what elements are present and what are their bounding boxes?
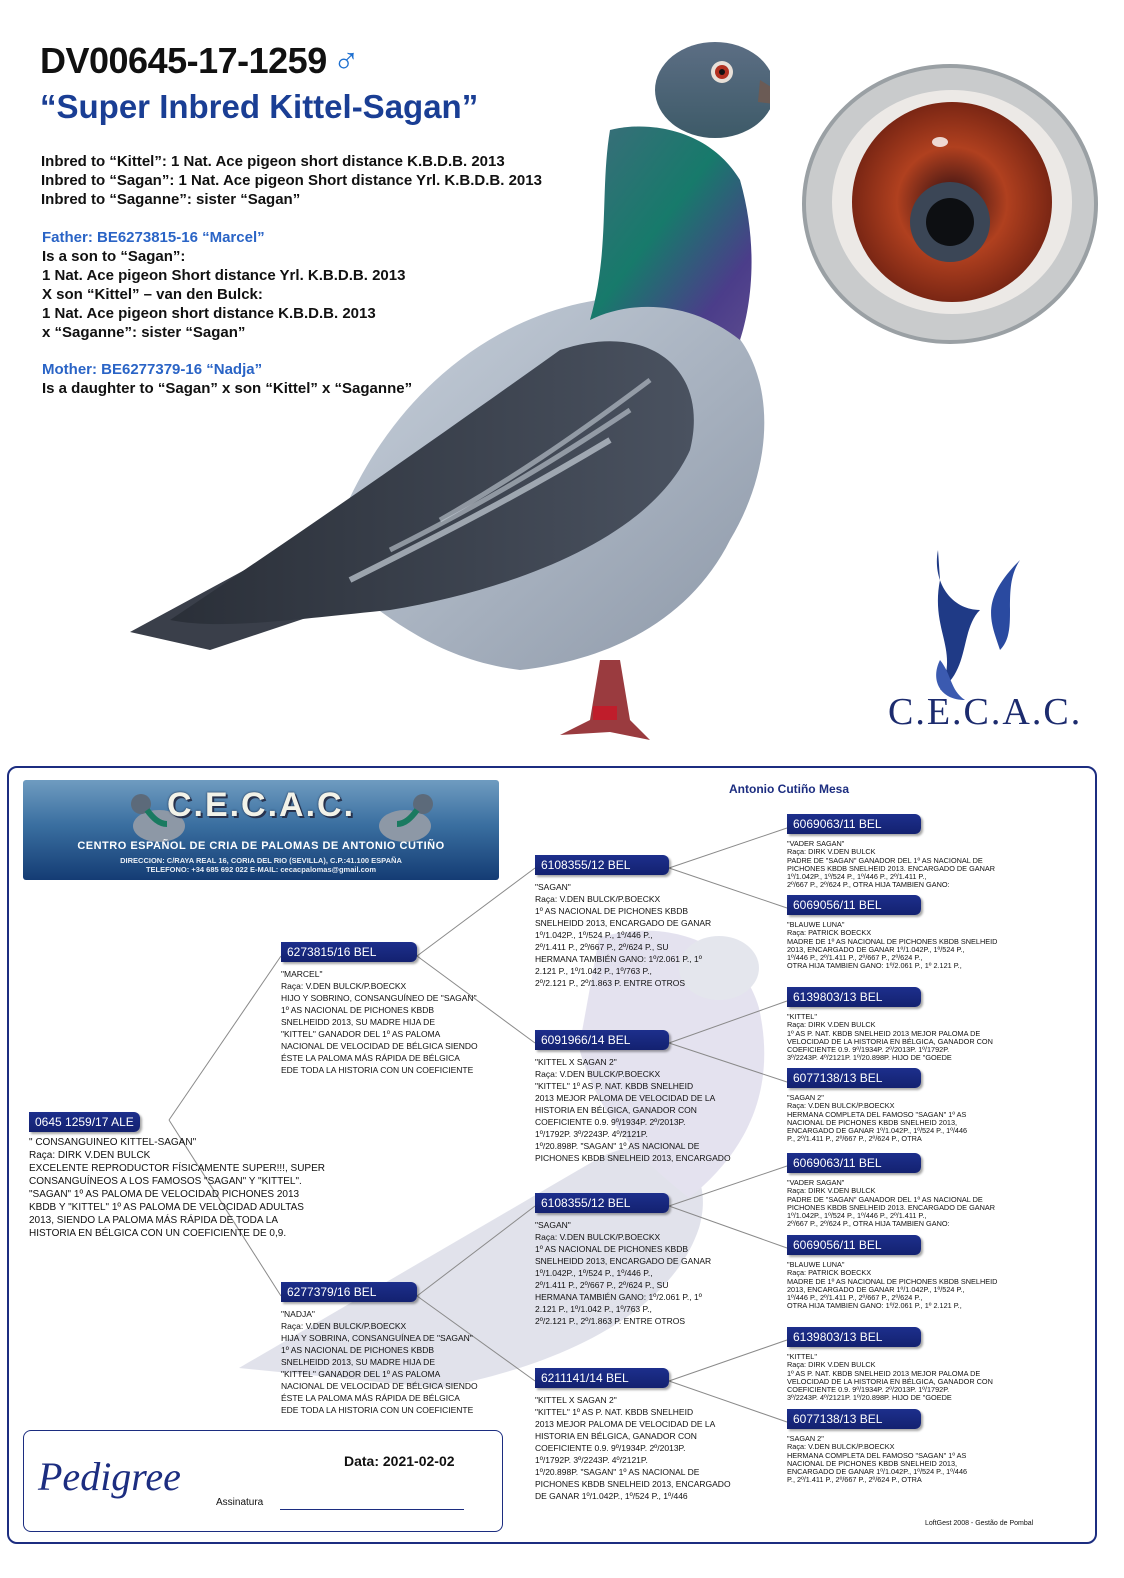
desc-line: COEFICIENTE 0.9. 9º/1934P. 2º/2013P. <box>535 1443 686 1453</box>
desc-line: NACIONAL DE VELOCIDAD DE BÉLGICA SIENDO <box>281 1041 478 1051</box>
father-ring[interactable]: 6273815/16 BEL <box>281 942 417 962</box>
desc-line: 2º/2.121 P., 2º/1.863 P. ENTRE OTROS <box>535 1316 685 1326</box>
desc-line: Raça: V.DEN BULCK/P.BOECKX <box>281 981 407 991</box>
desc-line: ENCARGADO DE GANAR 1º/1.042P., 1º/524 P., 1º/446 <box>787 1467 968 1477</box>
ring-number: DV00645-17-1259 <box>40 40 327 81</box>
desc-line: Raça: PATRICK BOECKX <box>787 928 872 938</box>
desc-line: "SAGAN" <box>535 1220 571 1230</box>
desc-line: 2.121 P., 1º/1.042 P., 1º/763 P., <box>535 966 652 976</box>
desc-line: OTRA HIJA TAMBIEN GANO: 1º/2.061 P., 1º 2.121 P., <box>787 961 962 971</box>
desc-line: HERMANA COMPLETA DEL FAMOSO "SAGAN" 1º AS <box>787 1450 967 1460</box>
desc-line: EDE TODA LA HISTORIA CON UN COEFICIENTE <box>281 1065 474 1075</box>
desc-line: "BLAUWE LUNA" <box>787 1260 845 1269</box>
pedigree-sheet <box>7 766 1097 1544</box>
desc-line: 1º/20.898P. "SAGAN" 1º AS NACIONAL DE <box>535 1467 700 1477</box>
desc-line: Raça: DIRK V.DEN BULCK <box>787 1186 876 1196</box>
desc-line: CONSANGUÍNEOS A LOS FAMOSOS "SAGAN" Y "KITTEL". <box>29 1176 302 1187</box>
desc-line: PADRE DE "SAGAN" GANADOR DEL 1º AS NACIONAL DE <box>787 855 983 865</box>
desc-line: 1º/1792P. 3º/2243P. 4º/2121P. <box>535 1455 648 1465</box>
desc-line: "KITTEL" GANADOR DEL 1º AS PALOMA <box>281 1369 441 1379</box>
maternal-grandmother-ring[interactable]: 6211141/14 BEL <box>535 1368 669 1388</box>
father-line: 1 Nat. Ace pigeon Short distance Yrl. K.B.D.B. 2013 <box>42 267 406 284</box>
desc-line: HERMANA TAMBIÉN GANO: 1º/2.061 P., 1º <box>535 954 702 964</box>
desc-line: HERMANA TAMBIÉN GANO: 1º/2.061 P., 1º <box>535 1292 702 1302</box>
signature-line[interactable] <box>280 1509 464 1510</box>
desc-line: 2º/667 P., 2º/624 P., OTRA HIJA TAMBIEN GANO: <box>787 1219 950 1229</box>
desc-line: MADRE DE 1º AS NACIONAL DE PICHONES KBDB SNELHEID <box>787 1276 998 1286</box>
great-grandparent-ring[interactable]: 6069063/11 BEL <box>787 1153 921 1173</box>
desc-line: "SAGAN" <box>535 882 571 892</box>
desc-line: Raça: PATRICK BOECKX <box>787 1268 872 1278</box>
great-grandparent-description <box>787 1353 1087 1403</box>
desc-line: VELOCIDAD DE LA HISTORIA EN BÉLGICA, GANADOR CON <box>787 1036 993 1046</box>
desc-line: 1º AS P. NAT. KBDB SNELHEID 2013 MEJOR PALOMA DE <box>787 1368 981 1378</box>
great-grandparent-description <box>787 1179 1087 1229</box>
banner-title: C.E.C.A.C. <box>166 786 356 824</box>
great-grandparent-ring[interactable]: 6139803/13 BEL <box>787 1327 921 1347</box>
desc-line: 1º AS P. NAT. KBDB SNELHEID 2013 MEJOR PALOMA DE <box>787 1028 981 1038</box>
desc-line: Raça: V.DEN BULCK/P.BOECKX <box>787 1101 895 1111</box>
father-line: 1 Nat. Ace pigeon short distance K.B.D.B. 2013 <box>42 305 376 322</box>
desc-line: "SAGAN 2" <box>787 1093 824 1102</box>
desc-line: "VADER SAGAN" <box>787 839 845 848</box>
owner-name: Antonio Cutiño Mesa <box>729 782 849 796</box>
desc-line: Raça: DIRK V.DEN BULCK <box>787 847 876 857</box>
desc-line: 2013, ENCARGADO DE GANAR 1º/1.042P., 1º/524 P., <box>787 1284 965 1294</box>
desc-line: "SAGAN 2" <box>787 1434 824 1443</box>
desc-line: Raça: DIRK V.DEN BULCK <box>787 1360 876 1370</box>
paternal-grandfather-ring[interactable]: 6108355/12 BEL <box>535 855 669 875</box>
great-grandparent-ring[interactable]: 6139803/13 BEL <box>787 987 921 1007</box>
desc-line: HERMANA COMPLETA DEL FAMOSO "SAGAN" 1º AS <box>787 1109 967 1119</box>
desc-line: Raça: DIRK V.DEN BULCK <box>29 1150 151 1161</box>
desc-line: "KITTEL" 1º AS P. NAT. KBDB SNELHEID <box>535 1081 694 1091</box>
desc-line: " CONSANGUINEO KITTEL-SAGAN" <box>29 1137 197 1148</box>
desc-line: "MARCEL" <box>281 969 323 979</box>
desc-line: P., 2º/1.411 P., 2º/667 P., 2º/624 P., OTRA <box>787 1134 922 1144</box>
paternal-grandfather-description <box>535 881 757 989</box>
desc-line: 2013 MEJOR PALOMA DE VELOCIDAD DE LA <box>535 1093 716 1103</box>
great-grandparent-description <box>787 840 1087 890</box>
intro-line: Inbred to “Saganne”: sister “Sagan” <box>41 191 301 208</box>
maternal-grandfather-ring[interactable]: 6108355/12 BEL <box>535 1193 669 1213</box>
desc-line: 2013, ENCARGADO DE GANAR 1º/1.042P., 1º/524 P., <box>787 944 965 954</box>
top-section <box>0 0 1124 770</box>
signature-box <box>23 1430 503 1532</box>
desc-line: PICHONES KBDB SNELHEID 2013, ENCARGADO <box>535 1479 731 1489</box>
desc-line: NACIONAL DE PICHONES KBDB SNELHEID 2013, <box>787 1117 958 1127</box>
desc-line: 1º AS NACIONAL DE PICHONES KBDB <box>535 906 688 916</box>
subject-description <box>29 1136 359 1240</box>
mother-description <box>281 1308 521 1416</box>
great-grandparent-description <box>787 921 1087 971</box>
desc-line: 2013, SIENDO LA PALOMA MÁS RÁPIDA DE TODA LA <box>29 1215 278 1226</box>
desc-line: HISTORIA EN BÉLGICA, GANADOR CON <box>535 1431 697 1441</box>
pedigree-date: Data: 2021-02-02 <box>344 1453 455 1469</box>
desc-line: "KITTEL" GANADOR DEL 1º AS PALOMA <box>281 1029 441 1039</box>
desc-line: 1º/1792P. 3º/2243P. 4º/2121P. <box>535 1129 648 1139</box>
desc-line: 1º/1.042P., 1º/524 P., 1º/446 P., 2º/1.411 P., <box>787 1211 927 1221</box>
great-grandparent-ring[interactable]: 6077138/13 BEL <box>787 1068 921 1088</box>
desc-line: 1º/20.898P. "SAGAN" 1º AS NACIONAL DE <box>535 1141 700 1151</box>
desc-line: "SAGAN" 1º AS PALOMA DE VELOCIDAD PICHONES 2013 <box>29 1189 300 1200</box>
desc-line: MADRE DE 1º AS NACIONAL DE PICHONES KBDB SNELHEID <box>787 936 998 946</box>
desc-line: Raça: V.DEN BULCK/P.BOECKX <box>535 1232 661 1242</box>
desc-line: PADRE DE "SAGAN" GANADOR DEL 1º AS NACIONAL DE <box>787 1194 983 1204</box>
desc-line: OTRA HIJA TAMBIEN GANO: 1º/2.061 P., 1º 2.121 P., <box>787 1301 962 1311</box>
desc-line: 2013 MEJOR PALOMA DE VELOCIDAD DE LA <box>535 1419 716 1429</box>
signature-label: Assinatura <box>216 1497 264 1508</box>
desc-line: 1º/1.042P., 1º/524 P., 1º/446 P., 2º/1.411 P., <box>787 872 927 882</box>
desc-line: DE GANAR 1º/1.042P., 1º/524 P., 1º/446 <box>535 1491 688 1501</box>
desc-line: "KITTEL" <box>787 1352 817 1361</box>
desc-line: PICHONES KBDB SNELHEID 2013. ENCARGADO DE GANAR <box>787 863 996 873</box>
desc-line: Raça: V.DEN BULCK/P.BOECKX <box>535 1069 661 1079</box>
desc-line: HISTORIA EN BÉLGICA CON UN COEFICIENTE DE 0,9. <box>29 1228 287 1239</box>
desc-line: COEFICIENTE 0.9. 9º/1934P. 2º/2013P. <box>535 1117 686 1127</box>
great-grandparent-description <box>787 1094 1087 1144</box>
banner-contact-line: TELEFONO: +34 685 692 022 E-MAIL: cecacpalomas@gmail.com <box>145 865 377 874</box>
father-line: Is a son to “Sagan”: <box>42 248 186 265</box>
desc-line: 1º AS NACIONAL DE PICHONES KBDB <box>535 1244 688 1254</box>
desc-line: Raça: V.DEN BULCK/P.BOECKX <box>787 1442 895 1452</box>
desc-line: SNELHEIDD 2013, ENCARGADO DE GANAR <box>535 918 712 928</box>
desc-line: Raça: DIRK V.DEN BULCK <box>787 1020 876 1030</box>
father-heading: Father: BE6273815-16 “Marcel” <box>42 229 265 246</box>
maternal-grandfather-description <box>535 1219 757 1327</box>
paternal-grandmother-ring[interactable]: 6091966/14 BEL <box>535 1030 669 1050</box>
desc-line: 2º/1.411 P., 2º/667 P., 2º/624 P., SU <box>535 942 669 952</box>
desc-line: 3º/2243P. 4º/2121P. 1º/20.898P. HIJO DE "GOEDE <box>787 1053 952 1063</box>
father-line: X son “Kittel” – van den Bulck: <box>42 286 263 303</box>
desc-line: NACIONAL DE PICHONES KBDB SNELHEID 2013, <box>787 1458 958 1468</box>
intro-line: Inbred to “Kittel”: 1 Nat. Ace pigeon short distance K.B.D.B. 2013 <box>41 153 505 170</box>
desc-line: 3º/2243P. 4º/2121P. 1º/20.898P. HIJO DE "GOEDE <box>787 1393 952 1403</box>
desc-line: 1º AS NACIONAL DE PICHONES KBDB <box>281 1345 434 1355</box>
intro-line: Inbred to “Sagan”: 1 Nat. Ace pigeon Short distance Yrl. K.B.D.B. 2013 <box>41 172 542 189</box>
desc-line: P., 2º/1.411 P., 2º/667 P., 2º/624 P., OTRA <box>787 1475 922 1485</box>
desc-line: 2º/1.411 P., 2º/667 P., 2º/624 P., SU <box>535 1280 669 1290</box>
great-grandparent-description <box>787 1013 1087 1063</box>
desc-line: 2º/667 P., 2º/624 P., OTRA HIJA TAMBIEN GANO: <box>787 880 950 890</box>
desc-line: HIJO Y SOBRINO, CONSANGUÍNEO DE "SAGAN" <box>281 993 477 1003</box>
desc-line: 1º AS NACIONAL DE PICHONES KBDB <box>281 1005 434 1015</box>
maternal-grandmother-description <box>535 1394 761 1502</box>
desc-line: 2º/2.121 P., 2º/1.863 P. ENTRE OTROS <box>535 978 685 988</box>
desc-line: PICHONES KBDB SNELHEID 2013. ENCARGADO DE GANAR <box>787 1202 996 1212</box>
desc-line: VELOCIDAD DE LA HISTORIA EN BÉLGICA, GANADOR CON <box>787 1376 993 1386</box>
paternal-grandmother-description <box>535 1056 761 1164</box>
subject-ring[interactable]: 0645 1259/17 ALE <box>29 1112 140 1132</box>
desc-line: ÉSTE LA PALOMA MÁS RÁPIDA DE BÉLGICA <box>281 1053 460 1063</box>
desc-line: HIJA Y SOBRINA, CONSANGUÍNEA DE "SAGAN" <box>281 1333 473 1343</box>
great-grandparent-description <box>787 1435 1087 1485</box>
desc-line: "NADJA" <box>281 1309 315 1319</box>
desc-line: COEFICIENTE 0.9. 9º/1934P. 2º/2013P. 1º/1792P. <box>787 1045 950 1055</box>
desc-line: Raça: V.DEN BULCK/P.BOECKX <box>535 894 661 904</box>
great-grandparent-ring[interactable]: 6069056/11 BEL <box>787 1235 921 1255</box>
desc-line: KBDB Y "KITTEL" 1º AS PALOMA DE VELOCIDAD ADULTAS <box>29 1202 304 1213</box>
desc-line: COEFICIENTE 0.9. 9º/1934P. 2º/2013P. 1º/1792P. <box>787 1385 950 1395</box>
desc-line: ÉSTE LA PALOMA MÁS RÁPIDA DE BÉLGICA <box>281 1393 460 1403</box>
pedigree-title: Pedigree <box>38 1454 181 1499</box>
mother-ring[interactable]: 6277379/16 BEL <box>281 1282 417 1302</box>
pigeon-photo <box>90 20 770 750</box>
cecac-logo-text: C.E.C.A.C. <box>888 691 1083 733</box>
footer-credit: LoftGest 2008 - Gestão de Pombal <box>925 1520 1034 1527</box>
great-grandparent-ring[interactable]: 6077138/13 BEL <box>787 1409 921 1429</box>
desc-line: SNELHEIDD 2013, SU MADRE HIJA DE <box>281 1357 435 1367</box>
banner-address-line: DIRECCION: C/RAYA REAL 16, CORIA DEL RIO (SEVILLA), C.P.:41.100 ESPAÑA <box>120 856 402 865</box>
desc-line: "KITTEL X SAGAN 2" <box>535 1395 617 1405</box>
desc-line: SNELHEIDD 2013, SU MADRE HIJA DE <box>281 1017 435 1027</box>
desc-line: EXCELENTE REPRODUCTOR FÍSICAMENTE SUPER!!!, SUPER <box>29 1163 325 1174</box>
desc-line: 1º/446 P., 2º/1.411 P., 2º/667 P., 2º/624 P., <box>787 953 923 963</box>
banner-subtitle: CENTRO ESPAÑOL DE CRIA DE PALOMAS DE ANTONIO CUTIÑO <box>77 840 445 852</box>
desc-line: "VADER SAGAN" <box>787 1178 845 1187</box>
father-description <box>281 968 521 1076</box>
desc-line: SNELHEIDD 2013, ENCARGADO DE GANAR <box>535 1256 712 1266</box>
desc-line: "BLAUWE LUNA" <box>787 920 845 929</box>
father-line: x “Saganne”: sister “Sagan” <box>42 324 246 341</box>
mother-heading: Mother: BE6277379-16 “Nadja” <box>42 361 263 378</box>
desc-line: HISTORIA EN BÉLGICA, GANADOR CON <box>535 1105 697 1115</box>
desc-line: Raça: V.DEN BULCK/P.BOECKX <box>281 1321 407 1331</box>
desc-line: 1º/446 P., 2º/1.411 P., 2º/667 P., 2º/624 P., <box>787 1293 923 1303</box>
desc-line: "KITTEL" <box>787 1012 817 1021</box>
desc-line: 1º/1.042P., 1º/524 P., 1º/446 P., <box>535 1268 653 1278</box>
desc-line: "KITTEL X SAGAN 2" <box>535 1057 617 1067</box>
desc-line: 2.121 P., 1º/1.042 P., 1º/763 P., <box>535 1304 652 1314</box>
great-grandparent-ring[interactable]: 6069063/11 BEL <box>787 814 921 834</box>
desc-line: "KITTEL" 1º AS P. NAT. KBDB SNELHEID <box>535 1407 694 1417</box>
great-grandparent-ring[interactable]: 6069056/11 BEL <box>787 895 921 915</box>
desc-line: PICHONES KBDB SNELHEID 2013, ENCARGADO <box>535 1153 731 1163</box>
desc-line: NACIONAL DE VELOCIDAD DE BÉLGICA SIENDO <box>281 1381 478 1391</box>
eye-closeup-photo <box>800 62 1100 348</box>
desc-line: EDE TODA LA HISTORIA CON UN COEFICIENTE <box>281 1405 474 1415</box>
great-grandparent-description <box>787 1261 1087 1311</box>
desc-line: ENCARGADO DE GANAR 1º/1.042P., 1º/524 P., 1º/446 <box>787 1126 968 1136</box>
male-symbol-icon: ♂ <box>332 40 360 81</box>
mother-line: Is a daughter to “Sagan” x son “Kittel” x “Saganne” <box>42 380 413 397</box>
pigeon-name: “Super Inbred Kittel-Sagan” <box>40 88 479 125</box>
desc-line: 1º/1.042P., 1º/524 P., 1º/446 P., <box>535 930 653 940</box>
